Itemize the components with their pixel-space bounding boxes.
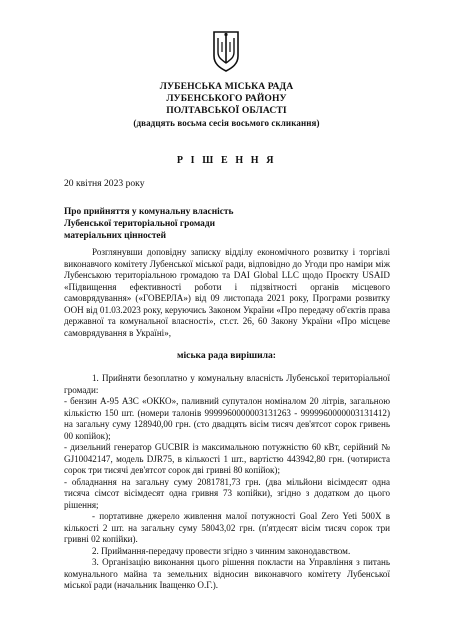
district-name: ЛУБЕНСЬКОГО РАЙОНУ — [166, 93, 287, 104]
document-date: 20 квітня 2023 року — [64, 178, 145, 189]
decision-item: - портативне джерело живлення малої потужності Goal Zero Yeti 500X в кількості 2 шт. на загальну суму 58043,02 грн. (п'ятдесят вісім тисяч сорок три гривні 02 копійки). — [64, 511, 390, 544]
session-info: (двадцять восьма сесія восьмого скликання) — [133, 118, 320, 128]
decision-item: 2. Приймання-передачу провести згідно з чинним законодавством. — [92, 545, 351, 556]
decision-item: - бензин А-95 АЗС «ОККО», паливний супуталон номіналом 20 літрів, загальною кількістю 150 шт. (номери талонів 9999960000003131263 - 9999960000003131412) на загальну суму 128940,00 грн. (сто двадцять вісім тисяч дев'ятсот сорок гривень 00 копійок); — [64, 396, 390, 441]
decision-item: - обладнання на загальну суму 2081781,73 грн. (два мільйони вісімдесят одна тисяча сімсот вісімдесят одна гривня 73 копійки), згідно з додатком до цього рішення; — [64, 476, 390, 510]
decision-item: 1. Прийняти безоплатно у комунальну власність Лубенської територіальної громади: — [64, 373, 390, 395]
subject-line: Лубенської територіальної громади — [64, 219, 216, 229]
council-name: ЛУБЕНСЬКА МІСЬКА РАДА — [159, 81, 294, 92]
document-subject — [64, 206, 233, 242]
ukraine-coat-of-arms-icon — [212, 30, 240, 72]
decision-heading: міська рада вирішила: — [176, 350, 276, 361]
subject-line: матеріальних цінностей — [64, 231, 166, 241]
decision-item: - дизельний генератор GUCBIR із максимальною потужністю 60 кВт, серійний № GJ10042147, модель DJR75, в кількості 1 шт., вартістю 443942,80 грн. (чотириста сорок три тисячі дев'ятсот сорок дві гривні 80 копійок); — [64, 442, 390, 475]
decision-item: 3. Організацію виконання цього рішення покласти на Управління з питань комунального майна та земельних відносин виконавчого комітету Лубенської міської ради (начальник Іващенко О.Г.). — [64, 557, 390, 590]
document-title: Р І Ш Е Н Н Я — [176, 155, 277, 166]
decision-items — [64, 373, 390, 592]
region-name: ПОЛТАВСЬКОЇ ОБЛАСТІ — [166, 105, 287, 116]
subject-line: Про прийняття у комунальну власність — [64, 207, 234, 217]
preamble-paragraph: Розглянувши доповідну записку відділу економічного розвитку і торгівлі виконавчого комітету Лубенської міської ради, відповідно до Угоди про наміри між Лубенською територіальною громадою та DAI Global LLC щодо Проєкту USAID «Підвищення ефективності роботи і підзвітності органів місцевого самоврядування» («ГОВЕРЛА») від 09 листопада 2021 року, Програми розвитку ООН від 01.03.2023 року, керуючись Законом України «Про передачу об'єктів права державної та комунальної власності», ст.ст. 26, 60 Закону України «Про місцеве самоврядування в Україні», — [64, 247, 390, 338]
